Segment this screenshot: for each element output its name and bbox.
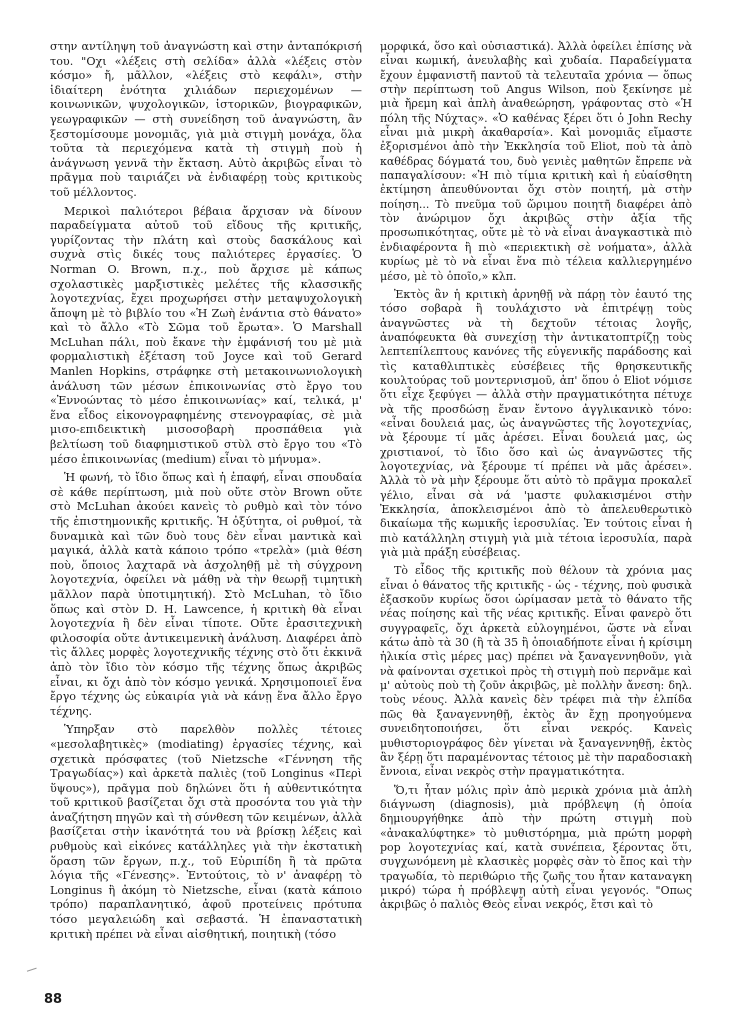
paragraph: Ἐκτὸς ἂν ἡ κριτικὴ ἀρνηθῇ νὰ πάρῃ τὸν ἑαυτό της τόσο σοβαρὰ ἢ τουλάχιστο νὰ ἐπιτρέψῃ τοὺς ἀναγνῶστες νὰ τὴ δεχτοῦν τέτοιας λογῆς, ἀναπόφευκτα θὰ συνεχίσῃ τὴν ἀντικατοπτρίζῃ τοὺς λεπτεπίλεπτους κανόνες τῆς εὐγενικῆς παράδοσης καὶ τὶς καταθλιπτικὲς εὐσέβειες τῆς θρησκευτικῆς κουλτούρας τοῦ μοντερνισμοῦ, ἀπ' ὅπου ὁ Eliot νόμισε ὅτι εἶχε ξεφύγει — ἀλλὰ στὴν πραγματικότητα πέτυχε νὰ τῆς προσδώσῃ ἕναν ἔντονο ἀγγλικανικὸ τόνο: «εἶναι δουλειά μας, ὡς ἀναγνῶστες τῆς λογοτεχνίας, νὰ ξέρουμε τί μᾶς ἀρέσει. Εἶναι δουλειά μας, ὡς χριστιανοί, τὸ ἴδιο ὅσο καὶ ὡς ἀναγνῶστες τῆς λογοτεχνίας, νὰ ξέρουμε τί πρέπει νὰ μᾶς ἀρέσει». Ἀλλὰ τὸ νὰ μὴν ξέρουμε ὅτι αὐτὸ τὸ πρᾶγμα προκαλεῖ γέλιο, εἶναι σὰ νά 'μαστε φυλακισμένοι στὴν Ἐκκλησία, ἀποκλεισμένοι ἀπὸ τὸ ἀπελευθερωτικὸ δικαίωμα τῆς κωμικῆς ἱεροσυλίας. Ἐν τούτοις εἶναι ἡ πιὸ κατάλληλη στιγμὴ γιὰ μιὰ τέτοια ἱεροσυλία, παρὰ γιὰ μιὰ πράξη εὐσέβειας. [380, 287, 692, 560]
left-column [50, 40, 362, 946]
paragraph: στην αντίληψη τοῦ ἀναγνώστη καὶ στην ἀνταπόκρισή του. "Οχι «λέξεις στὴ σελίδα» ἀλλὰ «λέξεις στὸν κόσμο» ἤ, μᾶλλον, «λέξεις στὸ κεφάλι», στὴν ἰδιαίτερη ἑνότητα χιλιάδων περιεχομένων — κοινωνικῶν, ψυχολογικῶν, ἱστορικῶν, βιογραφικῶν, γεωγραφικῶν — στὴ συνείδηση τοῦ ἀναγνώστη, ἂν ξεστομίσουμε μονομιᾶς, γιὰ μιὰ στιγμὴ μονάχα, ὅλα τοῦτα τὰ περιεχόμενα κατὰ τὴ στιγμὴ ποὺ ἡ ἀνάγνωση γεννᾶ τὴν ἔκταση. Αὐτὸ ἀκριβῶς εἶναι τὸ πρᾶγμα ποὺ ταιριάζει νὰ ἐνδιαφέρῃ τοὺς κριτικοὺς τοῦ μέλλοντος. [50, 40, 362, 199]
paragraph: Ἡ φωνή, τὸ ἴδιο ὅπως καὶ ἡ ἐπαφή, εἶναι σπουδαία σὲ κάθε περίπτωση, μιὰ ποὺ οὔτε στὸν Brown οὔτε στὸ McLuhan ἀκούει κανεὶς τὸ ρυθμὸ καὶ τὸν τόνο τῆς ἐπιστημονικῆς κριτικῆς. Ἡ ὀξύτητα, οἱ ρυθμοί, τὰ δυναμικὰ καὶ τῶν δυὸ τους δὲν εἶναι μαντικὰ καὶ μαγικά, ἀλλὰ κατὰ κάποιο τρόπο «τρελὰ» (μιὰ θέση ποὺ, ὅποιος λαχταρᾶ νὰ ἀσχοληθῇ μὲ τὴ σύγχρονη λογοτεχνία, ὀφείλει νὰ μάθῃ νὰ τὴν θεωρῇ τιμητικὴ μᾶλλον παρὰ ὑποτιμητική). Στὸ McLuhan, τὸ ἴδιο ὅπως καὶ στὸν D. H. Lawcence, ἡ κριτικὴ θὰ εἶναι λογοτεχνία ἢ δὲν εἶναι τίποτε. Οὔτε ἐρασιτεχνικὴ φιλοσοφία οὔτε ἀντικειμενικὴ ἀνάλυση. Διαφέρει ἀπὸ τὶς ἄλλες μορφὲς λογοτεχνικῆς τέχνης στὸ ὅτι ἐκκινᾶ ἀπὸ τὸν ἴδιο τὸν κόσμο τῆς τέχνης ὅπως ἀκριβῶς εἶναι, κι ὄχι ἀπὸ τὸν κόσμο γενικά. Χρησιμοποιεῖ ἕνα ἔργο τέχνης ὡς εὐκαιρία γιὰ νὰ κάνῃ ἕνα ἄλλο ἔργο τέχνης. [50, 471, 362, 718]
paragraph: μορφικά, ὅσο καὶ οὐσιαστικά). Ἀλλὰ ὀφείλει ἐπίσης νὰ εἶναι κωμική, ἀνευλαβὴς καὶ χυδαία. Παραδείγματα ἔχουν ἐμφανιστῆ παντοῦ τὰ τελευταῖα χρόνια — ὅπως στὴν περίπτωση τοῦ Angus Wilson, ποὺ ξεκίνησε μὲ μιὰ ἤρεμη καὶ ἁπλὴ ἀναθεώρηση, γράφοντας στὸ «Ἡ πόλη τῆς Νύχτας». «Ὁ καθένας ξέρει ὅτι ὁ John Rechy εἶναι μιὰ μικρὴ ἀκαθαρσία». Καὶ μονομιᾶς εἴμαστε ἐξορισμένοι ἀπὸ τὴν Ἐκκλησία τοῦ Eliot, ποὺ τὰ ἀπὸ καθέδρας δόγματά του, δυὸ γενιὲς μαθητῶν ἔπρεπε νὰ παπαγαλίσουν: «Ἡ πιὸ τίμια κριτικὴ καὶ ἡ εὐαίσθητη ἐκτίμηση ἀπευθύνονται ὄχι στὸν ποιητή, μὰ στὴν ποίηση... Τὸ πνεῦμα τοῦ ὥριμου ποιητῆ διαφέρει ἀπὸ τὸν ἀνώριμον ὄχι ἀκριβῶς στὴν ἀξία τῆς προσωπικότητας, οὔτε μὲ τὸ νὰ εἶναι ἀναγκαστικὰ πιὸ ἐνδιαφέροντα ἢ πιὸ «περιεκτικὴ σὲ νοήματα», ἀλλὰ κυρίως μὲ τὸ νὰ εἶναι ἕνα πιὸ τέλεια καλλιεργημένο μέσο, μὲ τὸ ὁποῖο,» κλπ. [380, 40, 692, 283]
paragraph: Τὸ εἶδος τῆς κριτικῆς ποὺ θέλουν τὰ χρόνια μας εἶναι ὁ θάνατος τῆς κριτικῆς - ὡς - τέχνης, ποὺ φυσικὰ ἐξασκοῦν κυρίως ὅσοι ὡρίμασαν μετὰ τὸ θάνατο τῆς νέας ποίησης καὶ τῆς νέας κριτικῆς. Εἶναι φανερὸ ὅτι συγγραφεῖς, ὄχι ἀρκετὰ εὐλογημένοι, ὥστε νὰ εἶναι κάτω ἀπὸ τὰ 30 (ἢ τὰ 35 ἢ ὁποιαδήποτε εἶναι ἡ κρίσιμη ἡλικία στὶς μέρες μας) πρέπει νὰ ξαναγεννηθοῦν, γιὰ νὰ φαίνονται σχετικοὶ πρὸς τὴ στιγμὴ ποὺ περνᾶμε καὶ μ' αὐτοὺς ποὺ τὴ ζοῦν ἀκριβῶς, μὲ πολλὴν ἄνεση: δηλ. τοὺς νέους. Ἀλλὰ κανεὶς δὲν τρέφει πιὰ τὴν ἐλπίδα πῶς θὰ ξαναγεννηθῇ, ἐκτὸς ἂν ἔχῃ προηγούμενα συνειδητοποιήσει, ὅτι εἶναι νεκρός. Κανεὶς μυθιστοριογράφος δὲν γίνεται νὰ ξαναγεννηθῇ, ἐκτὸς ἂν ξέρῃ ὅτι παραμένοντας τέτοιος μὲ τὴν παραδοσιακὴ ἔννοια, εἶναι νεκρὸς στὴν πραγματικότητα. [380, 564, 692, 779]
page-number: 88 [44, 992, 63, 1007]
paragraph: Μερικοὶ παλιότεροι βέβαια ἄρχισαν νὰ δίνουν παραδείγματα αὐτοῦ τοῦ εἴδους τῆς κριτικῆς, γυρίζοντας τὴν πλάτη καὶ στοὺς δασκάλους καὶ συχνὰ στὶς δικές τους παλιότερες ἐργασίες. Ὁ Norman O. Brown, π.χ., ποὺ ἄρχισε μὲ κάπως σχολαστικὲς μαρξιστικὲς μελέτες τῆς κλασσικῆς λογοτεχνίας, ἔχει προχωρήσει στὴν μεταψυχολογικὴ ἄποψη μὲ τὸ βιβλίο του «Ἡ Ζωὴ ἐνάντια στὸ θάνατο» καὶ τὸ ἄλλο «Τὸ Σῶμα τοῦ ἔρωτα». Ὁ Marshall McLuhan πάλι, ποὺ ἔκανε τὴν ἐμφάνισή του μὲ μιὰ φορμαλιστικὴ ἐξέταση τοῦ Joyce καὶ τοῦ Gerard Manlen Hopkins, στράφηκε στὴ μετακοινωνιολογικὴ ἀνάλυση τῶν μέσων ἐπικοινωνίας στὸ ἔργο του «Ἐννοώντας τὸ μέσο ἐπικοινωνίας» καί, τελικά, μ' ἕνα εἶδος εἰκονογραφημένης στενογραφίας, σὲ μιὰ μισο-επιδεικτικὴ μισοσοβαρὴ προσπάθεια γιὰ βελτίωση τοῦ διαφημιστικοῦ στὺλ στὸ ἔργο του «Τὸ μέσο ἐπικοινωνίας (medium) εἶναι τὸ μήνυμα». [50, 204, 362, 466]
paragraph: Ὅ,τι ἦταν μόλις πρὶν ἀπὸ μερικὰ χρόνια μιὰ ἁπλὴ διάγνωση (diagnosis), μιὰ πρόβλεψη (ἡ ὁποία δημιουργήθηκε ἀπὸ τὴν πρώτη στιγμὴ ποὺ «ἀνακαλύφτηκε» τὸ μυθιστόρημα, μιὰ πρώτη μορφὴ pop λογοτεχνίας καί, κατὰ συνέπεια, ξέροντας ὅτι, συγχωνόμενη μὲ κλασικὲς μορφὲς σὰν τὸ ἔπος καὶ τὴν τραγωδία, τὸ περιθώριο τῆς ζωῆς του ἦταν καταναγκη μικρό) τώρα ἡ πρόβλεψη αὐτὴ εἶναι γεγονός. "Οπως ἀκριβῶς ὁ παλιὸς Θεὸς εἶναι νεκρός, ἔτσι καὶ τὸ [380, 783, 692, 912]
paragraph: Ὑπηρξαν στὸ παρελθὸν πολλὲς τέτοιες «μεσολαβητικὲς» (modiating) ἐργασίες τέχνης, καὶ σχετικὰ πρόσφατες (τοῦ Nietzsche «Γέννηση τῆς Τραγωδίας») καὶ ἀρκετὰ παλιὲς (τοῦ Longinus «Περὶ ὕψους»), πρᾶγμα ποὺ δηλώνει ὅτι ἡ αὐθεντικότητα τοῦ κριτικοῦ βασίζεται ὄχι στὰ προσόντα του γιὰ τὴν ἀναζήτηση πηγῶν καὶ τὴ σύνθεση τῶν κειμένων, ἀλλὰ βασίζεται στὴν ἱκανότητά του νὰ βρίσκῃ λέξεις καὶ ρυθμοὺς καὶ εἰκόνες κατάλληλες γιὰ τὴν ἐκστατικὴ ὅραση τῶν ἔργων, π.χ., τοῦ Εὐριπίδη ἢ τὰ πρῶτα λόγια τῆς «Γένεσης». Ἐντούτοις, τὸ ν' ἀναφέρῃ τὸ Longinus ἢ ἀκόμη τὸ Nietzsche, εἶναι (κατὰ κάποιο τρόπο) παραπλανητικό, ἀφοῦ προτείνεις πρότυπα τόσο μεγαλειώδη καὶ σεβαστά. Ἡ ἐπαναστατικὴ κριτικὴ πρέπει νὰ εἶναι αἰσθητική, ποιητικὴ (τόσο [50, 723, 362, 941]
right-column [380, 40, 692, 917]
margin-mark [27, 968, 39, 980]
